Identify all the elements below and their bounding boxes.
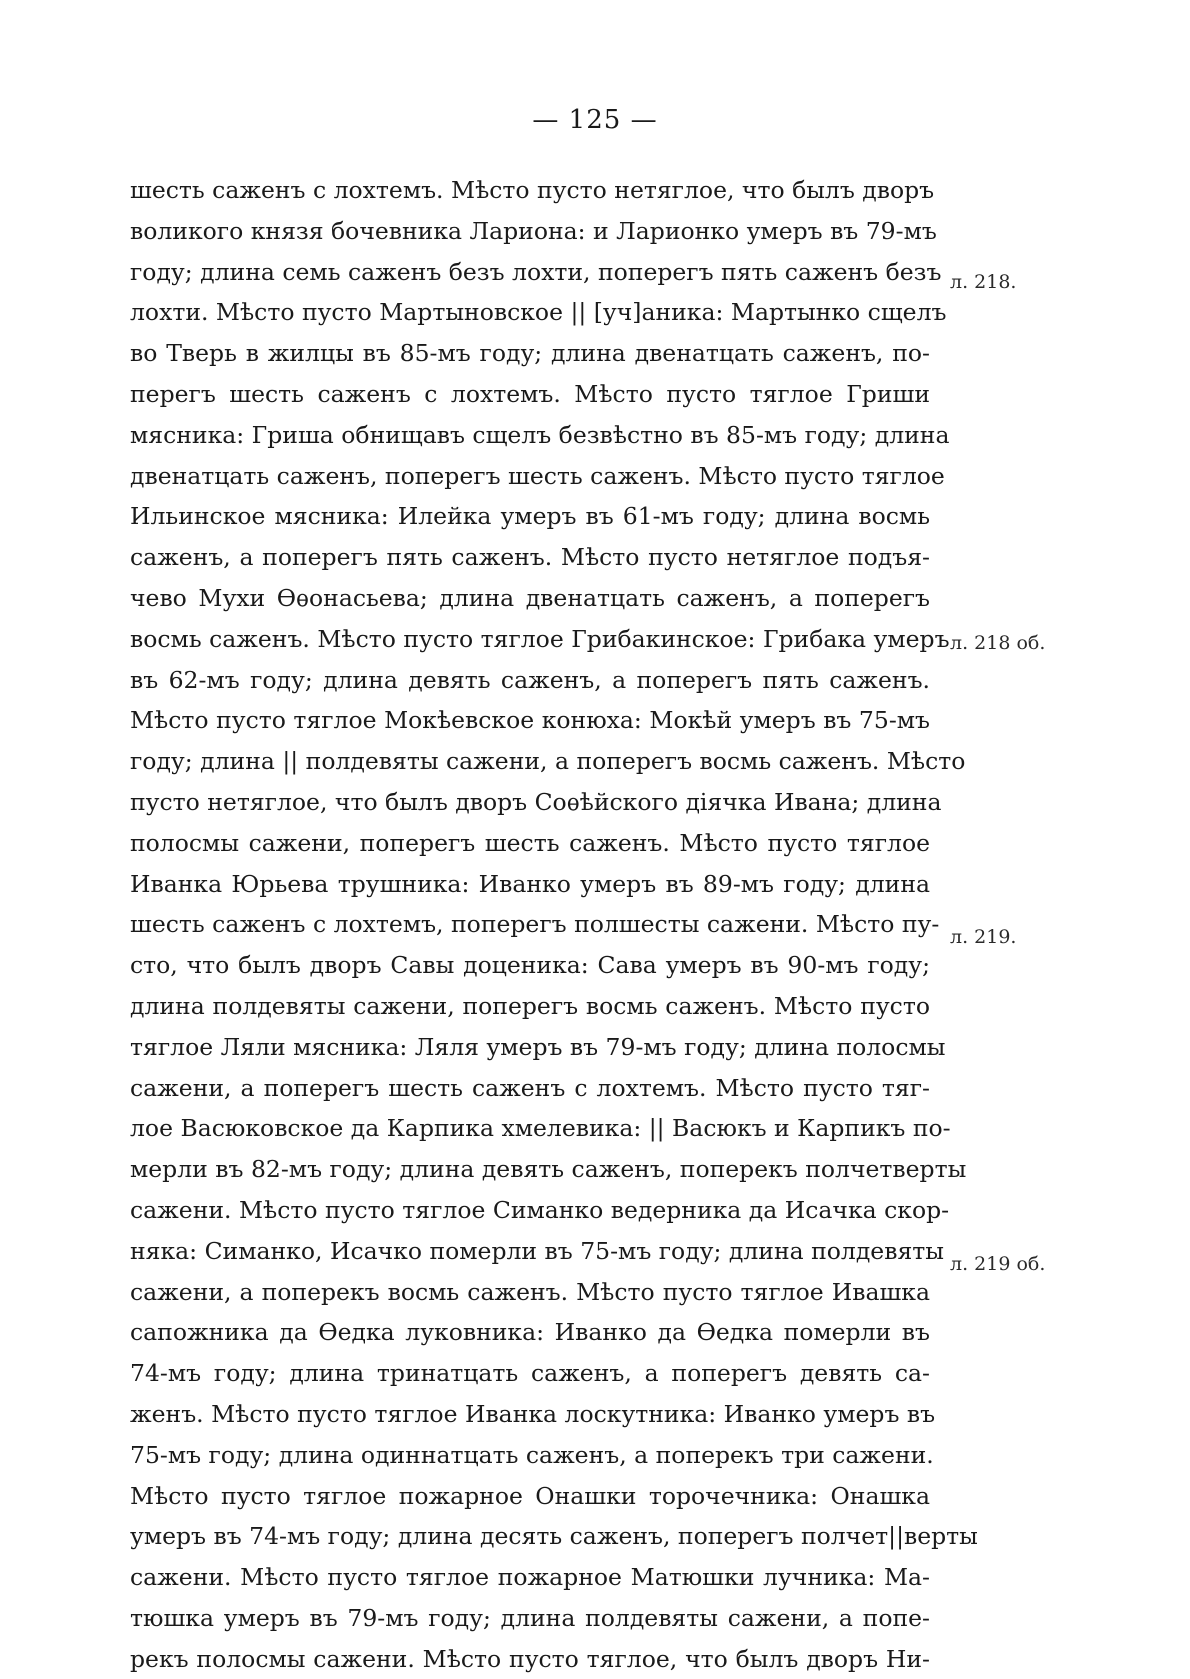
text-line: умеръ въ 74-мъ году; длина десять саженъ, поперегъ полчет||верты <box>130 1522 978 1551</box>
margin-note-folio: л. 218. <box>950 271 1017 293</box>
text-line: длина полдевяты сажени, поперегъ восмь саженъ. Мѣсто пусто <box>130 991 930 1020</box>
text-line: полосмы сажени, поперегъ шесть саженъ. Мѣсто пусто тяглое <box>130 828 930 857</box>
margin-note-folio: л. 218 об. <box>950 632 1046 654</box>
text-line: тюшка умеръ въ 79-мъ году; длина полдевяты сажени, а попе- <box>130 1603 930 1632</box>
text-line: перегъ шесть саженъ с лохтемъ. Мѣсто пусто тяглое Гриши <box>130 379 930 408</box>
text-line: сажени. Мѣсто пусто тяглое Симанко ведерника да Исачка скор- <box>130 1195 950 1224</box>
page-number: — 125 — <box>532 105 658 135</box>
text-line: году; длина семь саженъ безъ лохти, поперегъ пять саженъ безъ <box>130 257 942 286</box>
text-line: мясника: Гриша обнищавъ сщелъ безвѣстно въ 85-мъ году; длина <box>130 420 950 449</box>
text-line: сапожника да Ѳедка луковника: Иванко да Ѳедка померли въ <box>130 1318 930 1347</box>
margin-note-folio: л. 219 об. <box>950 1253 1046 1275</box>
text-line: 75-мъ году; длина одиннатцать саженъ, а поперекъ три сажени. <box>130 1440 934 1469</box>
text-line: чево Мухи Ѳѳонасьева; длина двенатцать саженъ, а поперегъ <box>130 583 930 612</box>
text-line: Иванка Юрьева трушника: Иванко умеръ въ 89-мъ году; длина <box>130 869 930 898</box>
text-line: тяглое Ляли мясника: Ляля умеръ въ 79-мъ году; длина полосмы <box>130 1032 946 1061</box>
margin-note-folio: л. 219. <box>950 926 1017 948</box>
text-line: сажени. Мѣсто пусто тяглое пожарное Матюшки лучника: Ма- <box>130 1563 930 1592</box>
text-line: сто, что былъ дворъ Савы доценика: Сава умеръ въ 90-мъ году; <box>130 951 930 980</box>
text-line: сажени, а поперекъ восмь саженъ. Мѣсто пусто тяглое Ивашка <box>130 1277 930 1306</box>
text-line: двенатцать саженъ, поперегъ шесть саженъ. Мѣсто пусто тяглое <box>130 461 945 490</box>
text-line: восмь саженъ. Мѣсто пусто тяглое Грибакинское: Грибака умеръ <box>130 624 950 653</box>
text-line: воликого князя бочевника Лариона: и Ларионко умеръ въ 79-мъ <box>130 216 937 245</box>
text-line: Мѣсто пусто тяглое пожарное Онашки торочечника: Онашка <box>130 1481 930 1510</box>
text-line: мерли въ 82-мъ году; длина девять саженъ, поперекъ полчетверты <box>130 1155 967 1184</box>
text-line: рекъ полосмы сажени. Мѣсто пусто тяглое, что былъ дворъ Ни- <box>130 1644 930 1673</box>
text-line: пусто нетяглое, что былъ дворъ Соѳѣйского дiячка Ивана; длина <box>130 787 942 816</box>
text-line: няка: Симанко, Исачко померли въ 75-мъ году; длина полдевяты <box>130 1236 944 1265</box>
text-line: Ильинское мясника: Илейка умеръ въ 61-мъ году; длина восмь <box>130 502 930 531</box>
text-line: лохти. Мѣсто пусто Мартыновское || [уч]аника: Мартынко сщелъ <box>130 298 947 327</box>
text-line: женъ. Мѣсто пусто тяглое Иванка лоскутника: Иванко умеръ въ <box>130 1399 936 1428</box>
text-line: 74-мъ году; длина тринатцать саженъ, а поперегъ девять са- <box>130 1359 930 1388</box>
text-line: саженъ, а поперегъ пять саженъ. Мѣсто пусто нетяглое подъя- <box>130 543 930 572</box>
text-line: во Тверь в жилцы въ 85-мъ году; длина двенатцать саженъ, по- <box>130 339 930 368</box>
text-line: сажени, а поперегъ шесть саженъ с лохтемъ. Мѣсто пусто тяг- <box>130 1073 930 1102</box>
text-line: лое Васюковское да Карпика хмелевика: || Васюкъ и Карпикъ по- <box>130 1114 951 1143</box>
text-line: шесть саженъ с лохтемъ. Мѣсто пусто нетяглое, что былъ дворъ <box>130 176 935 204</box>
body-text <box>130 170 978 1679</box>
text-line: шесть саженъ с лохтемъ, поперегъ полшесты сажени. Мѣсто пу- <box>130 910 940 939</box>
text-line: Мѣсто пусто тяглое Мокѣевское конюха: Мокѣй умеръ въ 75-мъ <box>130 706 930 735</box>
text-line: году; длина || полдевяты сажени, а поперегъ восмь саженъ. Мѣсто <box>130 747 966 776</box>
text-line: въ 62-мъ году; длина девять саженъ, а поперегъ пять саженъ. <box>130 665 930 694</box>
